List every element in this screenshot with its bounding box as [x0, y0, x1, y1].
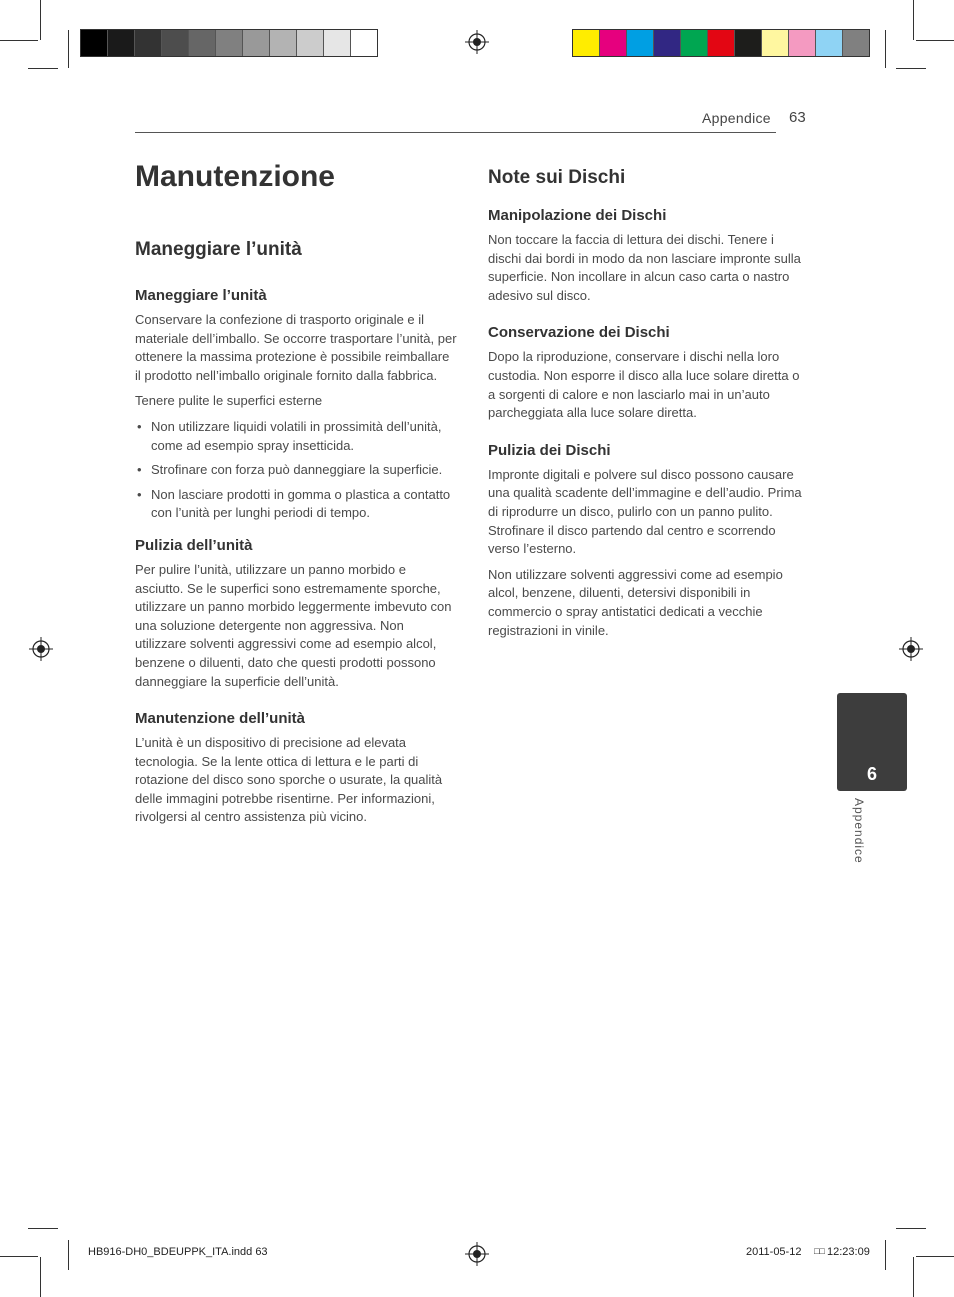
subsection-heading: Pulizia dell’unità [135, 536, 253, 554]
color-swatch [789, 30, 816, 56]
paragraph: Dopo la riproduzione, conservare i dischi nella loro custodia. Non esporre il disco alla luce solare diretta o a sorgenti di calore e non lasciarlo mai in un’auto parcheggiata alla luce solare diretta. [488, 349, 800, 421]
color-swatch [816, 30, 843, 56]
page-number: 63 [789, 109, 806, 126]
list-item: • Non utilizzare liquidi volatili in prossimità dell’unità, come ad esempio spray insetticida. [135, 418, 457, 455]
color-swatch [654, 30, 681, 56]
color-swatch [708, 30, 735, 56]
color-swatch [843, 30, 869, 56]
crop-mark [68, 1240, 69, 1270]
page-title: Manutenzione [135, 160, 335, 193]
color-swatch [270, 30, 297, 56]
subsection-heading: Maneggiare l’unità [135, 287, 267, 304]
crop-mark [885, 1240, 886, 1270]
header-section-label: Appendice [702, 110, 771, 126]
registration-mark-icon [899, 637, 923, 661]
footer-marker: □□ [814, 1246, 825, 1256]
crop-mark [885, 30, 886, 68]
color-swatch [243, 30, 270, 56]
paragraph: Impronte digitali e polvere sul disco possono causare una qualità scadente dell’immagine e dell’audio. Prima di riprodurre un disco, pulirlo con un panno pulito. Strofinare il disco partendo dal centro e scorrendo verso l’esterno. [488, 466, 802, 557]
paragraph: Non utilizzare solventi aggressivi come ad esempio alcol, benzene, diluenti, detersivi disponibili in commercio o spray antistatici dedicati a vecchie registrazioni in vinile. [488, 566, 783, 638]
color-swatch [324, 30, 351, 56]
paragraph: Non toccare la faccia di lettura dei dischi. Tenere i dischi dai bordi in modo da non lasciare impronte sulla superficie. Non incollare in alcun caso carta o nastro adesivo sul disco. [488, 232, 801, 303]
color-swatch [762, 30, 789, 56]
section-heading: Note sui Dischi [488, 167, 626, 188]
color-swatch [297, 30, 324, 56]
header-rule [135, 132, 776, 133]
chapter-side-label: Appendice [852, 798, 866, 864]
paragraph: Conservare la confezione di trasporto originale e il materiale dell’imballo. Se occorre trasportare l’unità, per ottenere la massima protezione è possibile reimballare il prodotto nell’imballo originale fornito dalla fabbrica. [135, 312, 457, 383]
left-column [135, 239, 457, 834]
crop-mark [913, 0, 914, 40]
color-swatch [600, 30, 627, 56]
right-column [488, 167, 810, 647]
subsection-heading: Conservazione dei Dischi [488, 324, 670, 342]
crop-mark [896, 1228, 926, 1229]
color-swatch [735, 30, 762, 56]
color-swatch [189, 30, 216, 56]
paragraph: Per pulire l’unità, utilizzare un panno morbido e asciutto. Se le superfici sono estremamente sporche, utilizzare un panno morbido leggermente imbevuto con una soluzione detergente non aggressiva. Non utilizzare solventi aggressivi come ad esempio alcol, benzene o diluenti, dato che questi prodotti possono danneggiare la superficie dell’unità. [135, 561, 452, 689]
list-item: • Strofinare con forza può danneggiare la superficie. [135, 461, 457, 480]
crop-mark [28, 1228, 58, 1229]
color-swatch [162, 30, 189, 56]
crop-mark [0, 1256, 38, 1257]
subsection-heading: Pulizia dei Dischi [488, 441, 611, 459]
registration-mark-icon [465, 30, 489, 54]
crop-mark [40, 1257, 41, 1297]
registration-mark-icon [465, 1242, 489, 1266]
color-swatch [108, 30, 135, 56]
paragraph: L’unità è un dispositivo di precisione ad elevata tecnologia. Se la lente ottica di lettura e le parti di rotazione del disco sono sporche o usurate, la qualità delle immagini potrebbe risentirne. Per informazioni, rivolgersi al centro assistenza più vicino. [135, 735, 443, 825]
section-heading: Maneggiare l’unità [135, 239, 302, 260]
color-swatch [135, 30, 162, 56]
color-swatch [681, 30, 708, 56]
color-swatch [573, 30, 600, 56]
footer-date: 2011-05-12 [746, 1246, 802, 1258]
crop-mark [28, 68, 58, 69]
footer-filename: HB916-DH0_BDEUPPK_ITA.indd 63 [88, 1246, 268, 1258]
crop-mark [913, 1257, 914, 1297]
subsection-heading: Manutenzione dell’unità [135, 710, 306, 728]
chapter-number: 6 [866, 764, 877, 784]
crop-mark [68, 30, 69, 68]
crop-mark [896, 68, 926, 69]
color-swatch [351, 30, 377, 56]
color-swatch [81, 30, 108, 56]
registration-mark-icon [29, 637, 53, 661]
crop-mark [916, 40, 954, 41]
color-swatch [216, 30, 243, 56]
chapter-tab [837, 693, 907, 791]
process-color-bar [572, 29, 870, 57]
crop-mark [0, 40, 38, 41]
paragraph: Tenere pulite le superfici esterne [135, 393, 323, 409]
subsection-heading: Manipolazione dei Dischi [488, 207, 667, 224]
grayscale-color-bar [80, 29, 378, 57]
list-item: • Non lasciare prodotti in gomma o plastica a contatto con l’unità per lunghi periodi di tempo. [135, 486, 457, 523]
crop-mark [40, 0, 41, 40]
bullet-list [135, 418, 457, 523]
footer-time: 12:23:09 [827, 1246, 870, 1258]
crop-mark [916, 1256, 954, 1257]
color-swatch [627, 30, 654, 56]
